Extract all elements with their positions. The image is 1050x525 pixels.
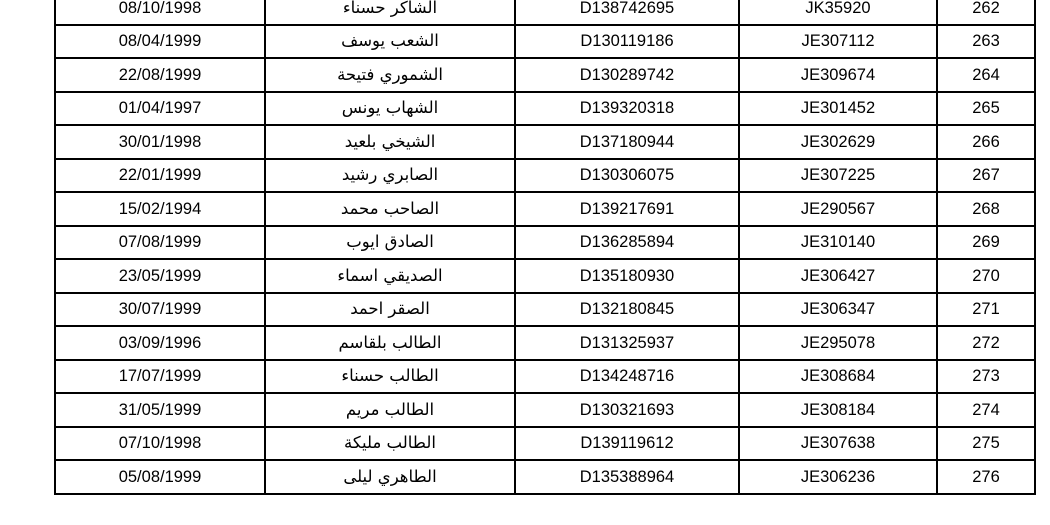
table-row [55, 393, 1035, 427]
birth-date-cell: 22/08/1999 [55, 58, 265, 92]
national-id-cell: JE309674 [739, 58, 937, 92]
row-number-cell: 267 [937, 159, 1035, 193]
row-number-cell: 273 [937, 360, 1035, 394]
table-row [55, 92, 1035, 126]
row-number-cell: 271 [937, 293, 1035, 327]
full-name-cell: الطاهري ليلى [265, 460, 515, 494]
row-number-cell: 269 [937, 226, 1035, 260]
national-id-cell: JE290567 [739, 192, 937, 226]
national-id-cell: JK35920 [739, 0, 937, 25]
full-name-cell: الشيخي بلعيد [265, 125, 515, 159]
records-table-body [55, 0, 1035, 494]
full-name-cell: الصقر احمد [265, 293, 515, 327]
full-name-cell: الطالب مليكة [265, 427, 515, 461]
full-name-cell: الطالب مريم [265, 393, 515, 427]
student-id-cell: D134248716 [515, 360, 739, 394]
birth-date-cell: 22/01/1999 [55, 159, 265, 193]
birth-date-cell: 15/02/1994 [55, 192, 265, 226]
table-row [55, 159, 1035, 193]
full-name-cell: الشهاب يونس [265, 92, 515, 126]
full-name-cell: الشعب يوسف [265, 25, 515, 59]
full-name-cell: الشاكر حسناء [265, 0, 515, 25]
table-row [55, 125, 1035, 159]
table-row [55, 326, 1035, 360]
student-id-cell: D130321693 [515, 393, 739, 427]
student-id-cell: D132180845 [515, 293, 739, 327]
row-number-cell: 272 [937, 326, 1035, 360]
full-name-cell: الصديقي اسماء [265, 259, 515, 293]
full-name-cell: الطالب حسناء [265, 360, 515, 394]
national-id-cell: JE306427 [739, 259, 937, 293]
national-id-cell: JE306236 [739, 460, 937, 494]
row-number-cell: 268 [937, 192, 1035, 226]
full-name-cell: الطالب بلقاسم [265, 326, 515, 360]
birth-date-cell: 07/10/1998 [55, 427, 265, 461]
birth-date-cell: 07/08/1999 [55, 226, 265, 260]
birth-date-cell: 03/09/1996 [55, 326, 265, 360]
birth-date-cell: 17/07/1999 [55, 360, 265, 394]
student-id-cell: D130289742 [515, 58, 739, 92]
birth-date-cell: 08/04/1999 [55, 25, 265, 59]
birth-date-cell: 30/07/1999 [55, 293, 265, 327]
records-table [54, 0, 1036, 495]
table-row [55, 360, 1035, 394]
national-id-cell: JE307225 [739, 159, 937, 193]
table-row [55, 293, 1035, 327]
table-row [55, 460, 1035, 494]
student-id-cell: D139320318 [515, 92, 739, 126]
birth-date-cell: 05/08/1999 [55, 460, 265, 494]
table-row [55, 192, 1035, 226]
national-id-cell: JE307112 [739, 25, 937, 59]
birth-date-cell: 30/01/1998 [55, 125, 265, 159]
table-row [55, 427, 1035, 461]
row-number-cell: 274 [937, 393, 1035, 427]
national-id-cell: JE301452 [739, 92, 937, 126]
national-id-cell: JE295078 [739, 326, 937, 360]
national-id-cell: JE310140 [739, 226, 937, 260]
student-id-cell: D138742695 [515, 0, 739, 25]
student-id-cell: D130119186 [515, 25, 739, 59]
birth-date-cell: 08/10/1998 [55, 0, 265, 25]
student-id-cell: D135388964 [515, 460, 739, 494]
student-id-cell: D139217691 [515, 192, 739, 226]
national-id-cell: JE302629 [739, 125, 937, 159]
row-number-cell: 264 [937, 58, 1035, 92]
row-number-cell: 262 [937, 0, 1035, 25]
full-name-cell: الصادق ايوب [265, 226, 515, 260]
row-number-cell: 275 [937, 427, 1035, 461]
student-id-cell: D139119612 [515, 427, 739, 461]
student-id-cell: D137180944 [515, 125, 739, 159]
birth-date-cell: 31/05/1999 [55, 393, 265, 427]
student-id-cell: D136285894 [515, 226, 739, 260]
student-id-cell: D131325937 [515, 326, 739, 360]
row-number-cell: 270 [937, 259, 1035, 293]
table-row [55, 259, 1035, 293]
national-id-cell: JE308684 [739, 360, 937, 394]
full-name-cell: الصاحب محمد [265, 192, 515, 226]
birth-date-cell: 01/04/1997 [55, 92, 265, 126]
student-id-cell: D135180930 [515, 259, 739, 293]
row-number-cell: 276 [937, 460, 1035, 494]
row-number-cell: 265 [937, 92, 1035, 126]
table-row [55, 226, 1035, 260]
row-number-cell: 263 [937, 25, 1035, 59]
full-name-cell: الصابري رشيد [265, 159, 515, 193]
national-id-cell: JE306347 [739, 293, 937, 327]
birth-date-cell: 23/05/1999 [55, 259, 265, 293]
national-id-cell: JE308184 [739, 393, 937, 427]
national-id-cell: JE307638 [739, 427, 937, 461]
full-name-cell: الشموري فتيحة [265, 58, 515, 92]
table-row [55, 58, 1035, 92]
row-number-cell: 266 [937, 125, 1035, 159]
table-row [55, 25, 1035, 59]
student-id-cell: D130306075 [515, 159, 739, 193]
table-row [55, 0, 1035, 25]
